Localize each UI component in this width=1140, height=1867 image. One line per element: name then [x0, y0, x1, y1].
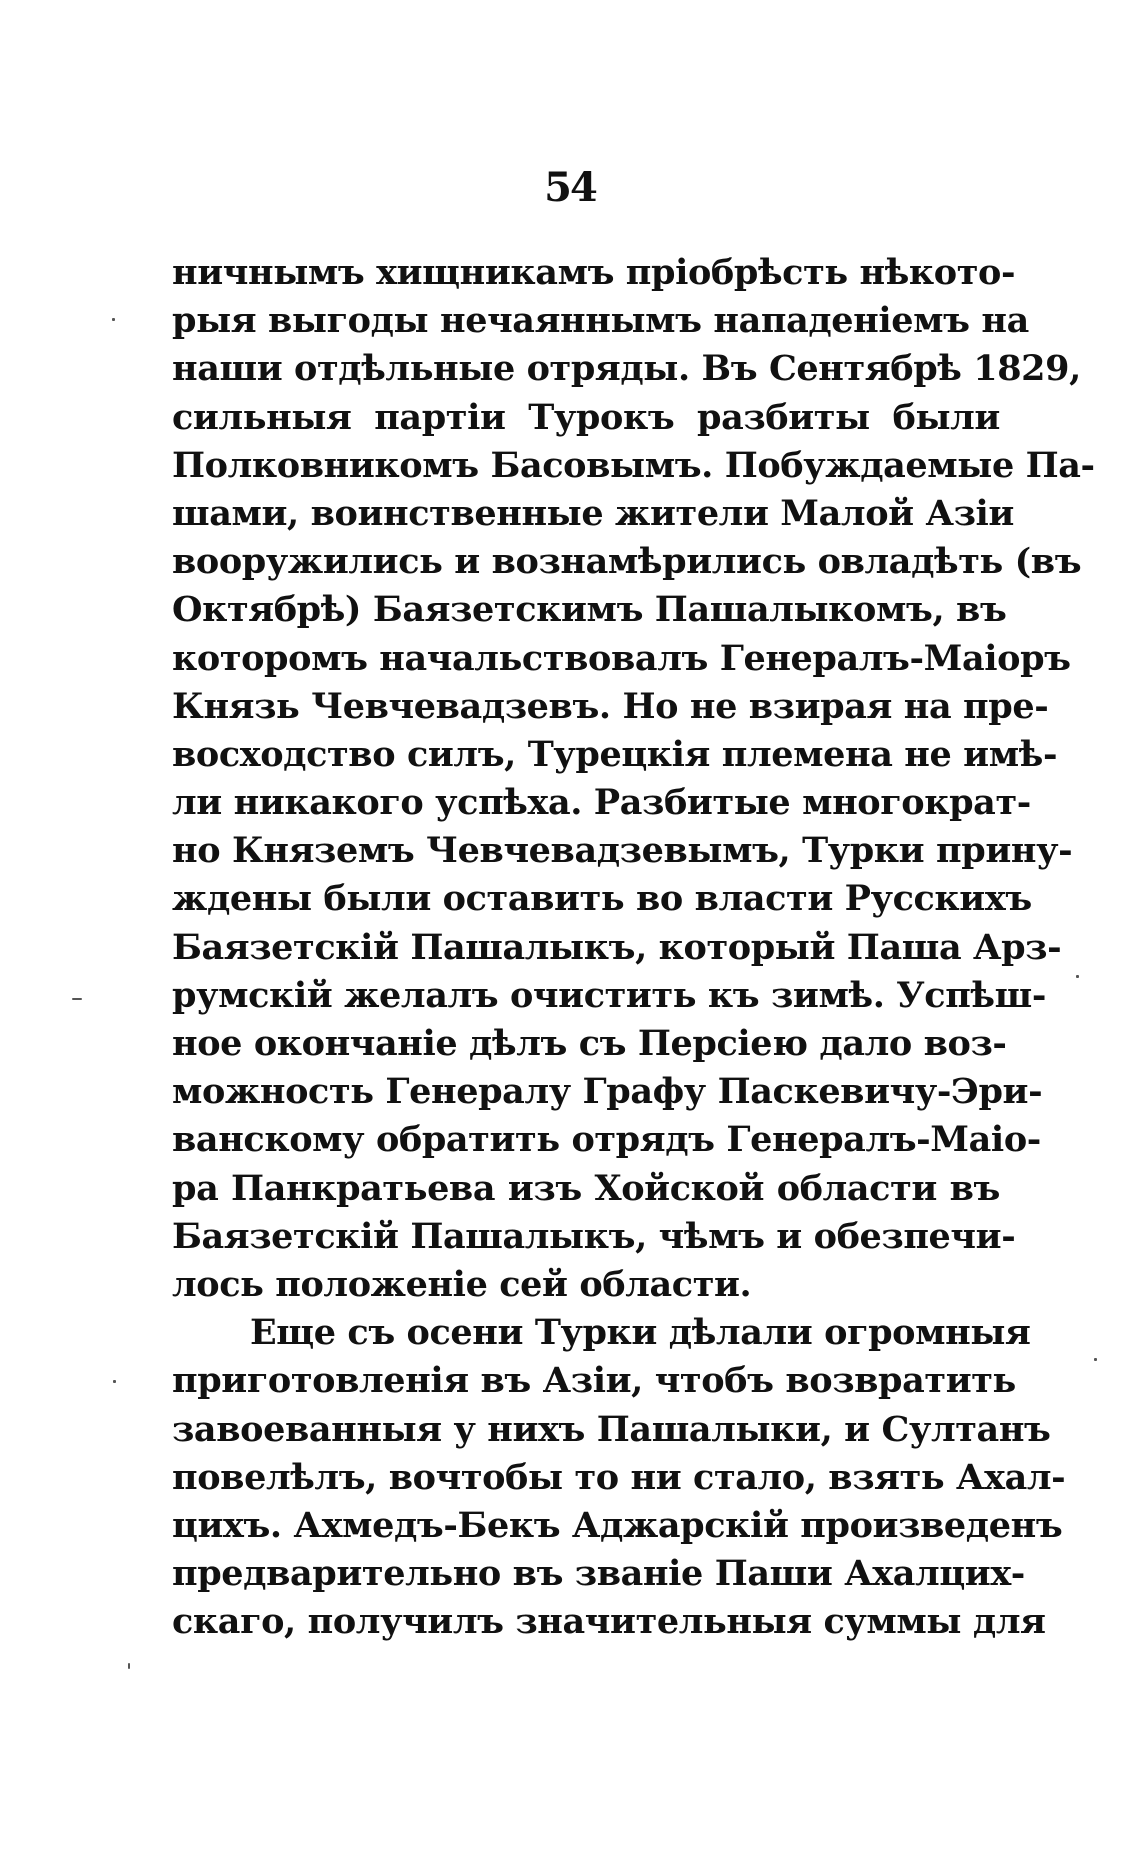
text-line: приготовленiя въ Азiи, чтобъ возвратить — [172, 1360, 1016, 1402]
text-line: Полковникомъ Басовымъ. Побуждаемые Па- — [172, 444, 1095, 486]
scan-speck — [128, 1663, 130, 1669]
body-text — [172, 249, 1095, 1646]
scan-speck — [1094, 1358, 1097, 1361]
text-line: Баязетскiй Пашалыкъ, который Паша Арз- — [172, 926, 1062, 968]
scan-speck — [72, 998, 82, 1000]
text-line: предварительно въ званiе Паши Ахалцих- — [172, 1553, 1025, 1595]
text-line: ванскому обратить отрядъ Генералъ-Маiо- — [172, 1119, 1041, 1161]
text-line: Октябрѣ) Баязетскимъ Пашалыкомъ, въ — [172, 589, 1007, 631]
text-line: повелѣлъ, вочтобы то ни стало, взять Ахал- — [172, 1456, 1066, 1498]
text-line: вооружились и вознамѣрились овладѣть (въ — [172, 541, 1082, 583]
paragraph-start-line: Еще съ осени Турки дѣлали огромныя — [250, 1312, 1031, 1354]
text-line: ничнымъ хищникамъ прiобрѣсть нѣкото- — [172, 252, 1016, 293]
text-line: восходство силъ, Турецкiя племена не имѣ- — [172, 733, 1058, 775]
text-line: можность Генералу Графу Паскевичу-Эри- — [172, 1071, 1043, 1113]
text-line: ное окончанiе дѣлъ съ Персiею дало воз- — [172, 1023, 1007, 1064]
page-number: 54 — [544, 164, 596, 211]
text-line: но Княземъ Чевчевадзевымъ, Турки прину- — [172, 830, 1073, 872]
text-line: Баязетскiй Пашалыкъ, чѣмъ и обезпечи- — [172, 1215, 1016, 1257]
scan-speck — [1076, 975, 1079, 978]
text-line: румскiй желалъ очистить къ зимѣ. Успѣш- — [172, 974, 1046, 1016]
text-line: ли никакого успѣха. Разбитые многократ- — [172, 782, 1031, 824]
text-line: Князь Чевчевадзевъ. Но не взирая на пре- — [172, 685, 1049, 727]
text-line: ждены были оставить во власти Русскихъ — [172, 878, 1032, 920]
text-line: ра Панкратьева изъ Хойской области въ — [172, 1167, 1000, 1209]
scan-speck — [113, 1380, 116, 1383]
text-line: скаго, получилъ значительныя суммы для — [172, 1601, 1046, 1643]
text-line: завоеванныя у нихъ Пашалыки, и Султанъ — [172, 1408, 1051, 1450]
scan-speck — [112, 318, 115, 321]
text-line: цихъ. Ахмедъ-Бекъ Аджарскiй произведенъ — [172, 1504, 1063, 1546]
text-line: сильныя партiи Турокъ разбиты были — [172, 396, 1000, 438]
text-line: рыя выгоды нечаяннымъ нападенiемъ на — [172, 300, 1029, 342]
text-line: которомъ начальствовалъ Генералъ-Маiоръ — [172, 637, 1071, 679]
text-line: наши отдѣльные отряды. Въ Сентябрѣ 1829, — [172, 348, 1081, 390]
text-line: шами, воинственные жители Малой Азiи — [172, 492, 1014, 534]
paragraph-end-line: лось положенiе сей области. — [172, 1263, 752, 1305]
